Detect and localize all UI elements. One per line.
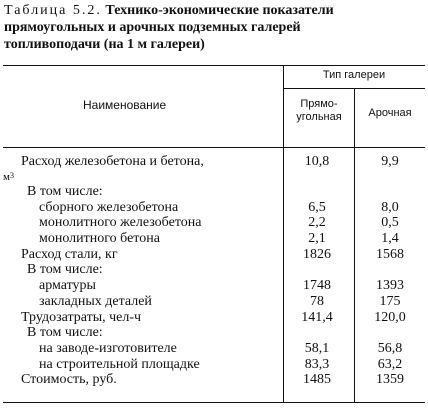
row-label: В том числе:	[27, 325, 103, 341]
header-gallery-type: Тип галереи	[322, 69, 386, 81]
value-arched: 1568	[376, 246, 404, 262]
row-label: сборного железобетона	[39, 199, 179, 215]
row-label: Расход стали, кг	[21, 246, 118, 262]
table-number: Таблица 5.2.	[4, 3, 102, 18]
value-rectangular: 1485	[303, 372, 331, 388]
header-bottom-rule	[3, 147, 425, 148]
table-row	[3, 247, 425, 263]
row-label: Расход железобетона и бетона,	[21, 154, 204, 169]
table-row	[3, 341, 425, 357]
unit-superscript: 3	[9, 171, 14, 180]
value-rectangular: 10,8	[304, 154, 330, 169]
unit-letter: м	[3, 171, 10, 183]
row-label: закладных деталей	[39, 293, 152, 309]
value-rectangular: 2,1	[308, 231, 326, 247]
header-name: Наименование	[83, 98, 167, 112]
value-arched: 1359	[376, 372, 404, 388]
table-row	[3, 372, 425, 388]
table-top-rule	[3, 65, 425, 66]
table-row	[3, 184, 425, 200]
table-title	[4, 2, 424, 53]
table-row	[3, 231, 425, 247]
unit-row	[3, 171, 425, 184]
row-label: на заводе-изготовителе	[39, 340, 177, 356]
row-label: на строительной площадке	[39, 356, 200, 372]
value-rectangular: 6,5	[308, 199, 326, 215]
value-arched: 0,5	[381, 215, 399, 231]
table-bottom-rule	[3, 402, 425, 403]
header-rectangular-line1: Прямо-	[300, 98, 338, 110]
row-label: монолитного бетона	[39, 231, 160, 247]
table-body	[3, 154, 425, 388]
row-label: монолитного железобетона	[39, 215, 202, 231]
table-row	[3, 215, 425, 231]
value-rectangular: 2,2	[308, 215, 326, 231]
title-line-2: прямоугольных и арочных подземных галерей	[4, 20, 301, 35]
title-line-1	[4, 2, 424, 19]
value-rectangular: 1826	[303, 246, 331, 262]
value-arched: 120,0	[374, 309, 406, 325]
value-arched: 8,0	[381, 199, 399, 215]
header-rectangular	[284, 98, 354, 124]
value-arched: 56,8	[377, 340, 403, 356]
value-rectangular: 141,4	[301, 309, 333, 325]
value-arched: 1393	[376, 278, 404, 294]
table-row	[3, 278, 425, 294]
value-arched: 63,2	[377, 356, 403, 372]
row-label: В том числе:	[27, 262, 103, 278]
value-arched: 175	[379, 293, 401, 309]
title-line-3: топливоподачи (на 1 м галереи)	[4, 37, 205, 52]
value-rectangular: 83,3	[304, 356, 330, 372]
table-row	[3, 262, 425, 278]
table-row	[3, 294, 425, 310]
value-arched: 9,9	[381, 154, 399, 169]
value-rectangular: 1748	[303, 278, 331, 294]
table-row	[3, 200, 425, 216]
value-rectangular: 78	[310, 293, 324, 309]
value-rectangular: 58,1	[304, 340, 330, 356]
row-label: Трудозатраты, чел-ч	[21, 309, 142, 325]
table-row	[3, 310, 425, 326]
value-arched: 1,4	[381, 231, 399, 247]
table-row	[3, 357, 425, 373]
table-row	[3, 154, 425, 171]
header-rectangular-line2: угольная	[296, 111, 342, 123]
row-label: арматуры	[39, 278, 96, 294]
header-arched: Арочная	[368, 107, 412, 119]
row-label: Стоимость, руб.	[21, 372, 117, 388]
row-label: В том числе:	[27, 184, 103, 199]
table-row	[3, 325, 425, 341]
title-text-1: Технико-экономические показатели	[105, 3, 334, 18]
